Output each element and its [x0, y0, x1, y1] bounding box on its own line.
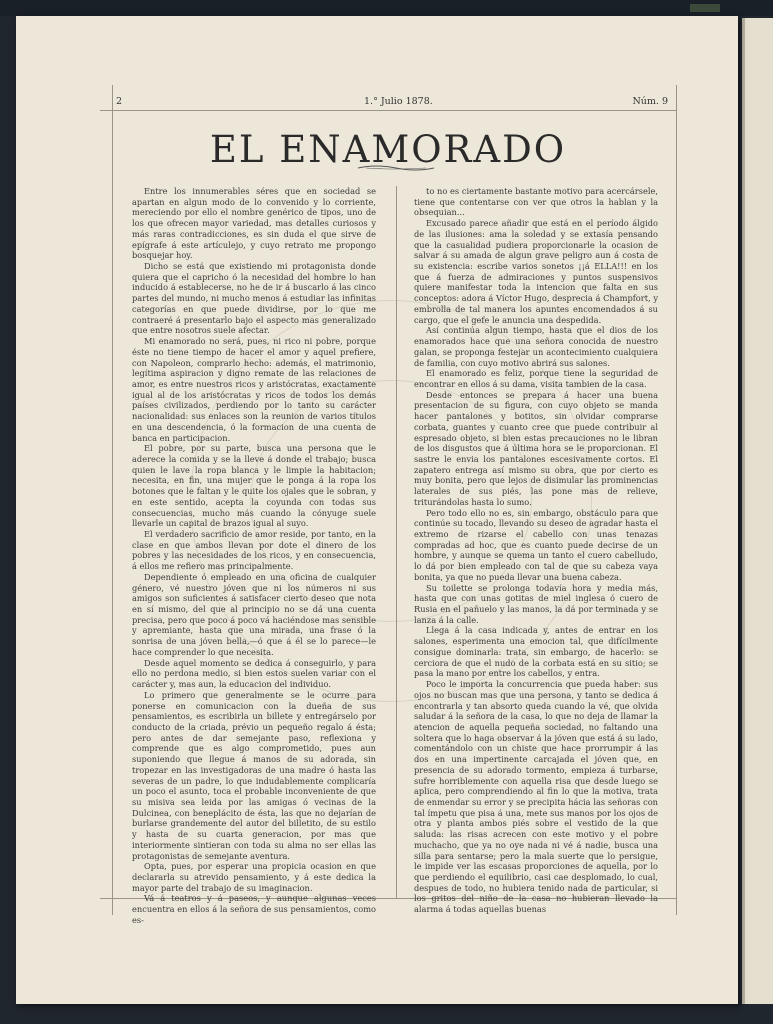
paragraph: El pobre, por su parte, busca una persona que le aderece la comida y se la lleve á donde el trabajo; busca quien le lave la ropa blanca y le limpie la habitacion; necesita, en fin, una mujer que le ponga á la ropa los botones que le faltan y le quite los ojales que le sobran, y en este sentido, acepta la coyunda con todas sus consecuencias, mucho más cuando la cónyuge suele llevarle un capital de brazos igual al suyo. — [132, 443, 376, 529]
title-flourish-icon — [356, 164, 436, 172]
paragraph: Poco le importa la concurrencia que pueda haber: sus ojos no buscan mas que una persona, y tanto se dedica á encontrarla y tan absorto queda cuando la vé, que olvida saludar á la señora de la casa, lo que no deja de llamar la atencion de aquella pequeña sociedad, no faltando una soltera que lo haga observar á la jóven que está á su lado, comentándolo con un chiste que hace prorrumpir á las dos en una impertinente carcajada el jóven que, en presencia de su adorado tormento, empieza á turbarse, sufre horriblemente con aquella risa que desde luego se aplica, pero comprendiendo al fin lo que la motiva, trata de enmendar su error y se precipita hácia las señoras con tal ímpetu que pisa á una, mete sus manos por los ojos de otra y planta ambos piés sobre el vestido de la que saluda: las risas acrecen con este motivo y el pobre muchacho, que ya no oye nada ni vé á nadie, busca una silla para sentarse; pero la mala suerte que lo persigue, le impide ver las escasas proporciones de aquella, por lo que perdiendo el equilibrio, casi cae desplomado, lo cual, despues de todo, no hubiera tenido nada de particular, si los gritos del niño de la casa no hubieran llevado la alarma á todas aquellas buenas — [414, 679, 658, 915]
paragraph: Entre los innumerables séres que en sociedad se apartan en algun modo de lo convenido y lo corriente, mereciendo por ello el nombre genérico de tipos, uno de los que ofrecen mayor variedad, mas detalles curiosos y más raras contradicciones, es sin duda el que sirve de epígrafe á este artículejo, y cuyo retrato me propongo bosquejar hoy. — [132, 186, 376, 261]
page-number: 2 — [116, 96, 123, 107]
paragraph: to no es ciertamente bastante motivo para acercársele, tiene que contentarse con ver que otros la hablan y la obsequian... — [414, 186, 658, 218]
column-divider — [396, 186, 397, 898]
left-frame-line — [112, 85, 113, 915]
paragraph: Opta, pues, por esperar una propicia ocasion en que declararla su atrevido pensamiento, y á este dedica la mayor parte del trabajo de su imaginacion. — [132, 861, 376, 893]
scan-top-edge — [0, 0, 773, 16]
issue-date: 1.° Julio 1878. — [364, 96, 433, 107]
paragraph: Vá á teatros y á paseos, y aunque algunas veces encuentra en ellos á la señora de sus pensamientos, como es- — [132, 893, 376, 925]
page-header — [100, 96, 676, 112]
paragraph: Así continúa algun tiempo, hasta que el dios de los enamorados hace que una señora conocida de nuestro galan, se proponga festejar un acontecimiento cualquiera de familia, con cuyo motivo abrirá sus salones. — [414, 325, 658, 368]
adjacent-page-edge — [742, 18, 773, 1004]
paragraph: El enamorado es feliz, porque tiene la seguridad de encontrar en ellos á su dama, visita tambien de la casa. — [414, 368, 658, 389]
issue-number: Núm. 9 — [632, 96, 668, 107]
article-column-right — [414, 186, 658, 915]
paragraph: El verdadero sacrificio de amor reside, por tanto, en la clase en que ambos llevan por dote el dinero de los pobres y las necesidades de los ricos, y en consecuencia, á ellos me refiero mas principalmente. — [132, 529, 376, 572]
article-column-left — [132, 186, 376, 926]
paragraph: Excusado parece añadir que está en el período álgido de las ilusiones: ama la soledad y se extasía pensando que la casualidad pudiera proporcionarle la ocasion de salvar á su amada de algun grave peligro aun á costa de su existencia: escribe varios sonetos ¡¡á ELLA!!! en los que á fuerza de admiraciones y puntos suspensivos quiere manifestar toda la intencion que falta en sus conceptos: adora á Víctor Hugo, desprecia á Champfort, y embrolla de tal manera los apuntes encomendados á su cargo, que el gefe le anuncia una despedida. — [414, 218, 658, 325]
binding-tab — [690, 4, 720, 12]
paragraph: Desde entonces se prepara á hacer una buena presentacion de su figura, con cuyo objeto se manda hacer pantalones y botitos, sin olvidar comprarse corbata, guantes y cuanto cree que puede contribuir al espresado objeto, si bien estas precauciones no le libran de los disgustos que á última hora se le proporcionan. El sastre le envia los pantalones escesivamente cortos. El zapatero entrega así mismo su obra, que por cierto es muy bonita, pero que lejos de disimular las prominencias laterales de sus piés, las pone mas de relieve, triturándolas hasta lo sumo. — [414, 389, 658, 507]
paragraph: Lo primero que generalmente se le ocurre para ponerse en comunicacion con la dueña de sus pensamientos, es escribirla un billete y entregárselo por conducto de la criada, prévio un pequeño regalo á ésta; pero antes de dar semejante paso, reflexiona y comprende que es algo comprometido, pues aun suponiendo que llegue á manos de su adorada, sin tropezar en las investigadoras de una madre ó hasta las severas de un padre, lo que indudablemente complicaría un poco el asunto, toca el probable inconveniente de que su misiva sea leida por las amigas ó vecinas de la Dulcinea, con beneplácito de ésta, las que no dejarían de burlarse grandemente del autor del billetito, de su estilo y hasta de su cuarta generacion, por mas que interiormente sintieran con toda su alma no ser ellas las protagonistas de semejante aventura. — [132, 689, 376, 861]
paragraph: Desde aquel momento se dedica á conseguirlo, y para ello no perdona medio, si bien estos suelen variar con el carácter y, mas aun, la educacion del individuo. — [132, 657, 376, 690]
paragraph: Dependiente ó empleado en una oficina de cualquier género, vé nuestro jóven que ni los números ni sus amigos son suficientes á satisfacer cierto deseo que nota en sí mismo, del que al principio no se dá una cuenta precisa, pero que poco á poco vá haciéndose mas sensible y apremiante, hasta que una mirada, una frase ó la sonrisa de una jóven bella,—ó que á él se lo parece—le hace comprender lo que necesita. — [132, 571, 376, 657]
right-frame-line — [676, 85, 677, 915]
paragraph: Llega á la casa indicada y, antes de entrar en los salones, esperimenta una emocion tal, que difícilmente consigue dominarla: trata, sin embargo, de hacerlo: se cerciora de que el nudo de la corbata está en su sitio; se pasa la mano por entre los cabellos, y entra. — [414, 625, 658, 679]
paragraph: Pero todo ello no es, sin embargo, obstáculo para que continúe su tocado, llevando su deseo de agradar hasta el extremo de rizarse el cabello con unas tenazas compradas ad hoc, que es cuanto puede decirse de un hombre, y aunque se quema un tanto el cuero cabelludo, lo dá por bien empleado con tal de que su cabeza vaya bonita, ya que no pueda llevar una buena cabeza. — [414, 507, 658, 582]
paragraph: Mi enamorado no será, pues, ni rico ni pobre, porque éste no tiene tiempo de hacer el amor y aquel prefiere, con Napoleon, comprarlo hecho: además, el matrimonio, legítima aspiracion y digno remate de las relaciones de amor, es entre nuestros ricos y aristócratas, exactamente igual al de los aristócratas y ricos de todos los demás países civilizados, perdiendo por lo tanto su carácter nacionalidad: sus enlaces son la reunion de varios títulos en una descendencia, ó la formacion de una cuenta de banca en participacion. — [132, 336, 376, 443]
paragraph: Dicho se está que existiendo mi protagonista donde quiera que el capricho ó la necesidad del hombre lo han inducido á establecerse, no he de ir á buscarlo á las cinco partes del mundo, ni mucho menos á estudiar las infinitas categorías en que puede dividirse, por lo que me contraeré á presentarlo bajo el aspecto mas generalizado que entre nosotros suele afectar. — [132, 261, 376, 336]
paragraph: Su toilette se prolonga todavía hora y media más, hasta que con unas gotitas de miel inglesa ó cuero de Rusia en el pañuelo y las manos, la dá por terminada y se lanza á la calle. — [414, 582, 658, 625]
article-title: EL ENAMORADO — [209, 128, 567, 171]
